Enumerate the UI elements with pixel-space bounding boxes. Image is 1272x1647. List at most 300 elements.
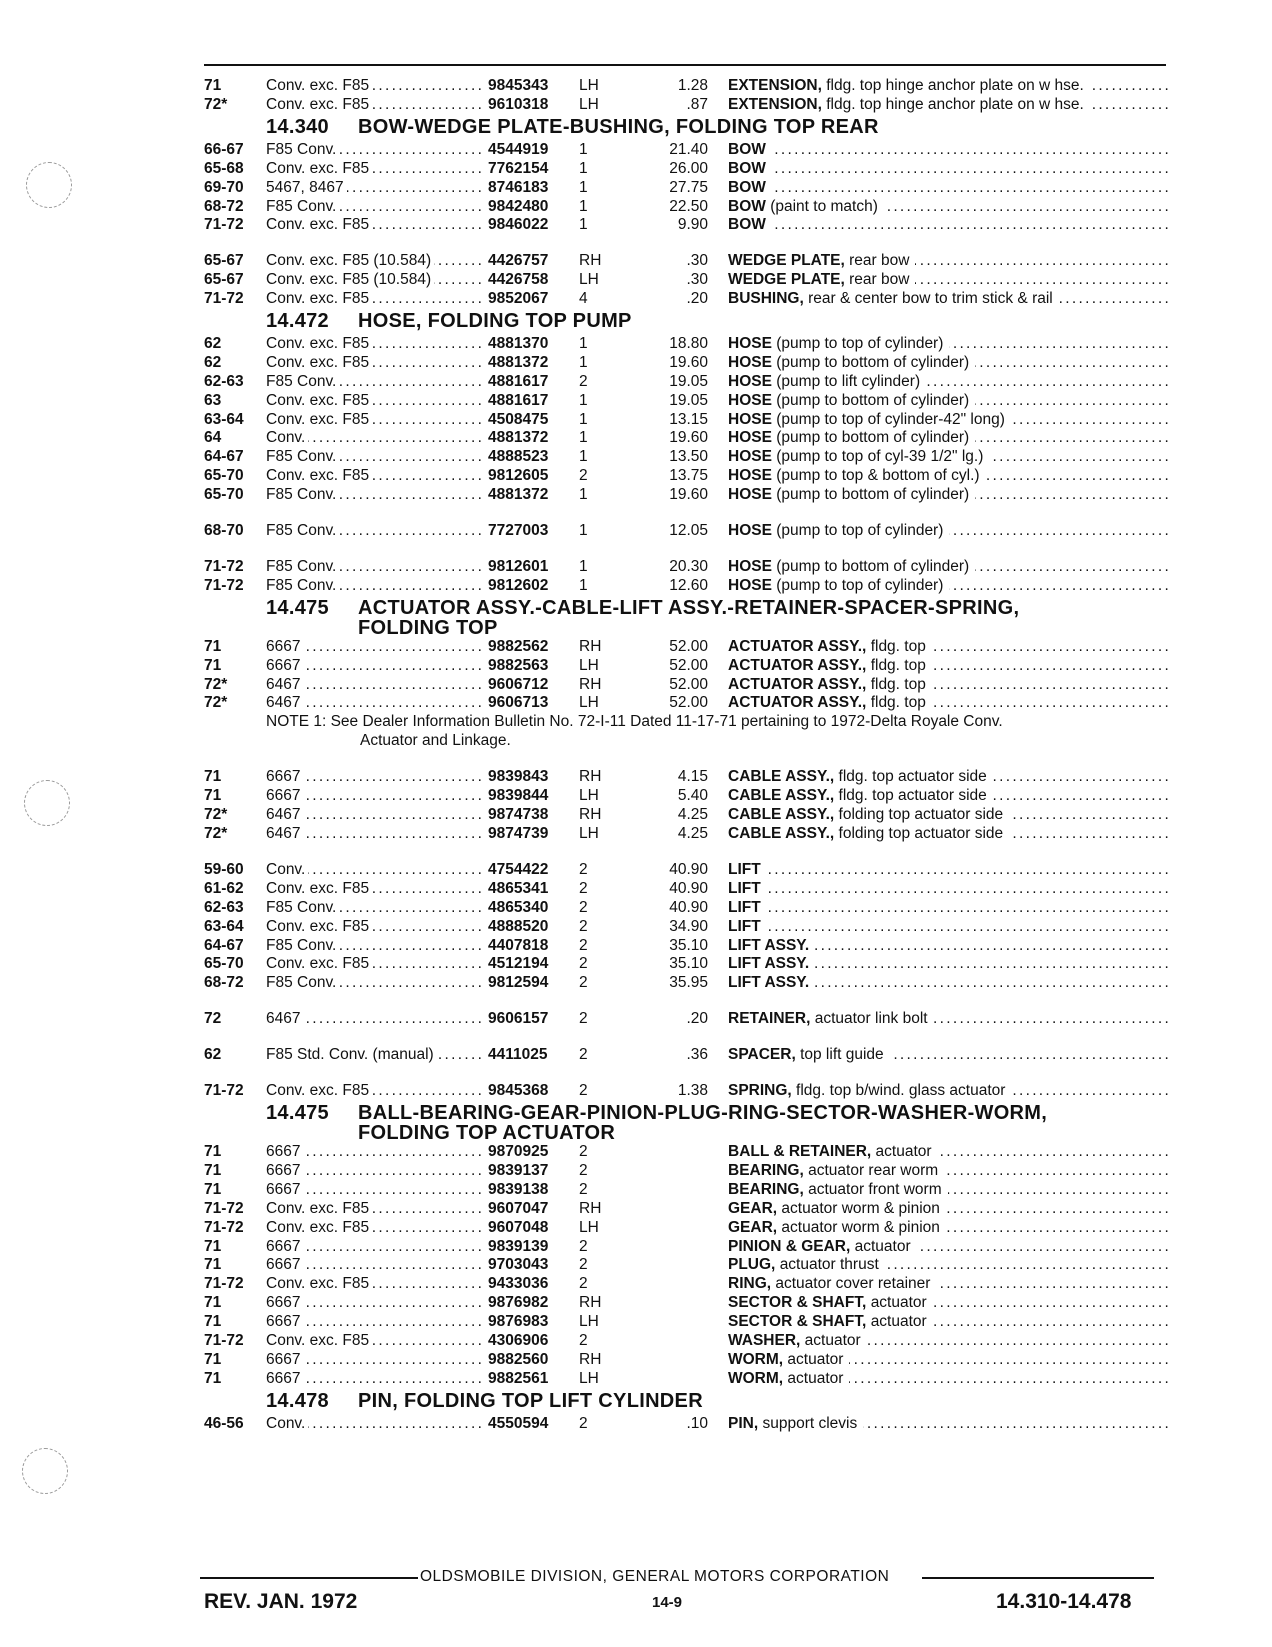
part-detail: top lift guide: [800, 1046, 887, 1063]
description-text: [728, 694, 932, 711]
description-text: [728, 467, 986, 484]
model-cell: [266, 289, 484, 309]
description-text: [728, 522, 949, 539]
model-cell: [266, 656, 484, 676]
model-text: 6667: [266, 1370, 303, 1387]
section-heading: [266, 598, 1019, 638]
part-detail: [809, 955, 812, 972]
note-line-1: NOTE 1: See Dealer Information Bulletin No. 72-I-11 Dated 11-17-71 pertaining to 1972-Delta Royale Conv.: [266, 713, 1003, 730]
part-row: [204, 786, 1168, 806]
top-rule: [204, 64, 1166, 66]
model-text: F85 Conv.: [266, 522, 339, 539]
quantity: 1: [579, 179, 588, 196]
model-cell: [266, 428, 484, 448]
quantity: RH: [579, 638, 602, 655]
part-name: CABLE ASSY.,: [728, 825, 835, 842]
description: [728, 447, 1168, 467]
model-year: 64-67: [204, 937, 244, 954]
model-cell: [266, 197, 484, 217]
price: 18.80: [669, 335, 708, 352]
part-detail: (pump to top of cylinder): [776, 577, 946, 594]
part-detail: fldg. top: [871, 657, 929, 674]
description-text: [728, 1181, 948, 1198]
part-name: HOSE: [728, 335, 772, 352]
model-text: 6667: [266, 1238, 303, 1255]
price: 35.10: [669, 955, 708, 972]
part-name: LIFT: [728, 918, 761, 935]
model-cell: [266, 557, 484, 577]
part-name: HOSE: [728, 373, 772, 390]
description: [728, 1081, 1168, 1101]
description-text: [728, 1010, 934, 1027]
part-name: LIFT ASSY.: [728, 937, 810, 954]
price: 35.10: [669, 937, 708, 954]
part-detail: fldg. top b/wind. glass actuator: [796, 1082, 1008, 1099]
model-cell: [266, 576, 484, 596]
part-number: 9812605: [488, 467, 549, 484]
model-text: 6667: [266, 638, 303, 655]
description: [728, 1045, 1168, 1065]
description: [728, 466, 1168, 486]
part-detail: actuator worm & pinion: [781, 1200, 943, 1217]
model-text: F85 Conv.: [266, 558, 339, 575]
model-cell: [266, 1161, 484, 1181]
model-year: 71-72: [204, 1082, 244, 1099]
part-row: [204, 693, 1168, 713]
model-text: Conv. exc. F85: [266, 354, 372, 371]
bulletin-note: [266, 712, 1003, 750]
part-name: ACTUATOR ASSY.,: [728, 676, 867, 693]
quantity: RH: [579, 1200, 602, 1217]
description: [728, 372, 1168, 392]
part-name: LIFT ASSY.: [728, 974, 810, 991]
model-text: Conv.: [266, 1415, 308, 1432]
footer-rule-right: [922, 1577, 1154, 1579]
part-row: [204, 76, 1168, 96]
description-text: [728, 1200, 946, 1217]
model-cell: [266, 1331, 484, 1351]
section-number: 14.472: [266, 310, 329, 332]
part-detail: fldg. top: [871, 676, 929, 693]
model-cell: [266, 1142, 484, 1162]
model-text: F85 Std. Conv. (manual): [266, 1046, 437, 1063]
part-name: WORM,: [728, 1370, 784, 1387]
price: .87: [686, 96, 708, 113]
part-row: [204, 428, 1168, 448]
part-name: SPACER,: [728, 1046, 796, 1063]
description: [728, 1009, 1168, 1029]
model-text: F85 Conv.: [266, 899, 339, 916]
part-row: [204, 767, 1168, 787]
model-year: 71-72: [204, 577, 244, 594]
model-cell: [266, 353, 484, 373]
part-name: HOSE: [728, 354, 772, 371]
model-cell: [266, 973, 484, 993]
model-year: 68-72: [204, 198, 244, 215]
part-row: [204, 1180, 1168, 1200]
description-text: [728, 429, 975, 446]
price: 9.90: [677, 216, 708, 233]
description-text: [728, 1275, 936, 1292]
part-row: [204, 447, 1168, 467]
part-number: 9606712: [488, 676, 549, 693]
description-text: [728, 392, 975, 409]
model-year: 63-64: [204, 918, 244, 935]
description-text: [728, 558, 975, 575]
part-detail: actuator worm & pinion: [781, 1219, 943, 1236]
model-cell: [266, 898, 484, 918]
part-number: 9607047: [488, 1200, 549, 1217]
model-text: F85 Conv.: [266, 486, 339, 503]
description: [728, 1161, 1168, 1181]
part-name: HOSE: [728, 429, 772, 446]
model-text: Conv. exc. F85: [266, 1275, 372, 1292]
part-name: BUSHING,: [728, 290, 804, 307]
model-year: 71-72: [204, 1275, 244, 1292]
section-number: 14.340: [266, 116, 329, 138]
model-cell: [266, 1312, 484, 1332]
model-cell: [266, 485, 484, 505]
model-cell: [266, 95, 484, 115]
description: [728, 334, 1168, 354]
section-heading: [266, 311, 632, 331]
model-text: Conv. exc. F85: [266, 392, 372, 409]
model-cell: [266, 1218, 484, 1238]
model-year: 68-70: [204, 522, 244, 539]
part-row: [204, 485, 1168, 505]
model-cell: [266, 215, 484, 235]
quantity: 1: [579, 448, 588, 465]
model-text: Conv. exc. F85: [266, 411, 372, 428]
quantity: 2: [579, 1046, 588, 1063]
part-row: [204, 1218, 1168, 1238]
part-detail: fldg. top: [871, 638, 929, 655]
description-text: [728, 252, 915, 269]
part-detail: fldg. top hinge anchor plate on w hse.: [826, 77, 1087, 94]
description-text: [728, 373, 926, 390]
part-number: 9839138: [488, 1181, 549, 1198]
description: [728, 824, 1168, 844]
part-row: [204, 215, 1168, 235]
section-title-line2: FOLDING TOP: [358, 617, 498, 639]
section-heading: [266, 117, 879, 137]
model-text: Conv. exc. F85 (10.584): [266, 271, 434, 288]
price: .30: [686, 271, 708, 288]
price: 19.05: [669, 392, 708, 409]
section-title: BALL-BEARING-GEAR-PINION-PLUG-RING-SECTOR-WASHER-WORM,: [358, 1102, 1048, 1124]
part-detail: [761, 899, 764, 916]
model-year: 64: [204, 429, 222, 446]
description-text: [728, 411, 1011, 428]
model-year: 71: [204, 1162, 222, 1179]
quantity: 2: [579, 1256, 588, 1273]
quantity: LH: [579, 787, 599, 804]
model-year: 65-68: [204, 160, 244, 177]
model-text: Conv.: [266, 861, 308, 878]
description-text: [728, 1415, 863, 1432]
model-year: 59-60: [204, 861, 244, 878]
part-row: [204, 637, 1168, 657]
description-text: [728, 787, 993, 804]
part-row: [204, 372, 1168, 392]
model-cell: [266, 824, 484, 844]
price: 34.90: [669, 918, 708, 935]
model-year: 71-72: [204, 1200, 244, 1217]
binder-hole-3: [22, 1448, 68, 1494]
part-detail: (pump to bottom of cylinder): [776, 354, 972, 371]
description-text: [728, 77, 1090, 94]
part-detail: actuator: [871, 1313, 930, 1330]
price: 27.75: [669, 179, 708, 196]
model-cell: [266, 391, 484, 411]
quantity: 2: [579, 974, 588, 991]
description-text: [728, 354, 975, 371]
model-text: 6467: [266, 806, 303, 823]
model-text: 6667: [266, 1313, 303, 1330]
model-text: F85 Conv.: [266, 448, 339, 465]
part-detail: fldg. top hinge anchor plate on w hse.: [826, 96, 1087, 113]
model-year: 46-56: [204, 1415, 244, 1432]
quantity: 2: [579, 1238, 588, 1255]
part-number: 9874739: [488, 825, 549, 842]
section-heading: [266, 1391, 703, 1411]
part-number: 4512194: [488, 955, 549, 972]
note-line-2: Actuator and Linkage.: [360, 732, 511, 749]
part-name: ACTUATOR ASSY.,: [728, 638, 867, 655]
part-name: RETAINER,: [728, 1010, 811, 1027]
quantity: 2: [579, 937, 588, 954]
model-year: 72*: [204, 825, 228, 842]
part-number: 9876982: [488, 1294, 549, 1311]
quantity: 1: [579, 354, 588, 371]
part-row: [204, 178, 1168, 198]
quantity: LH: [579, 96, 599, 113]
quantity: 1: [579, 160, 588, 177]
model-cell: [266, 767, 484, 787]
part-name: CABLE ASSY.,: [728, 787, 835, 804]
section-title: ACTUATOR ASSY.-CABLE-LIFT ASSY.-RETAINER-SPACER-SPRING,: [358, 597, 1020, 619]
part-number: 9852067: [488, 290, 549, 307]
part-name: GEAR,: [728, 1200, 778, 1217]
part-row: [204, 824, 1168, 844]
part-number: 4426757: [488, 252, 549, 269]
quantity: 4: [579, 290, 588, 307]
part-row: [204, 936, 1168, 956]
quantity: RH: [579, 806, 602, 823]
part-number: 4550594: [488, 1415, 549, 1432]
part-name: HOSE: [728, 577, 772, 594]
model-text: Conv. exc. F85: [266, 1332, 372, 1349]
part-name: HOSE: [728, 411, 772, 428]
part-name: WORM,: [728, 1351, 784, 1368]
part-row: [204, 1350, 1168, 1370]
part-name: ACTUATOR ASSY.,: [728, 657, 867, 674]
model-text: F85 Conv.: [266, 141, 339, 158]
part-detail: (paint to match): [770, 198, 881, 215]
model-text: 6667: [266, 1162, 303, 1179]
part-name: HOSE: [728, 392, 772, 409]
part-detail: [766, 141, 769, 158]
part-number: 8746183: [488, 179, 549, 196]
part-number: 4544919: [488, 141, 549, 158]
model-year: 64-67: [204, 448, 244, 465]
model-text: Conv. exc. F85: [266, 880, 372, 897]
model-cell: [266, 1274, 484, 1294]
description-text: [728, 1238, 917, 1255]
part-number: 9876983: [488, 1313, 549, 1330]
part-detail: folding top actuator side: [839, 825, 1007, 842]
quantity: LH: [579, 1219, 599, 1236]
part-name: SECTOR & SHAFT,: [728, 1294, 867, 1311]
description: [728, 485, 1168, 505]
description-text: [728, 1294, 933, 1311]
price: 40.90: [669, 880, 708, 897]
description-text: [728, 1256, 885, 1273]
description-text: [728, 96, 1090, 113]
part-number: 9606713: [488, 694, 549, 711]
part-row: [204, 1045, 1168, 1065]
part-row: [204, 973, 1168, 993]
model-cell: [266, 521, 484, 541]
part-number: 9812601: [488, 558, 549, 575]
description: [728, 693, 1168, 713]
model-cell: [266, 1369, 484, 1389]
part-row: [204, 466, 1168, 486]
model-text: 6667: [266, 787, 303, 804]
description: [728, 178, 1168, 198]
description: [728, 353, 1168, 373]
description-text: [728, 1332, 867, 1349]
model-year: 71: [204, 1351, 222, 1368]
description-text: [728, 1046, 890, 1063]
part-row: [204, 1009, 1168, 1029]
part-detail: actuator thrust: [780, 1256, 882, 1273]
description: [728, 289, 1168, 309]
description-text: [728, 141, 772, 158]
model-year: 69-70: [204, 179, 244, 196]
part-row: [204, 95, 1168, 115]
part-row: [204, 675, 1168, 695]
part-number: 7762154: [488, 160, 549, 177]
model-cell: [266, 251, 484, 271]
price: 22.50: [669, 198, 708, 215]
part-number: 4881617: [488, 373, 549, 390]
part-number: 4881372: [488, 486, 549, 503]
footer-revision: REV. JAN. 1972: [204, 1590, 358, 1613]
model-cell: [266, 693, 484, 713]
part-detail: fldg. top actuator side: [839, 787, 990, 804]
part-detail: [761, 918, 764, 935]
part-name: SPRING,: [728, 1082, 792, 1099]
model-text: Conv. exc. F85: [266, 918, 372, 935]
section-number: 14.475: [266, 1102, 329, 1124]
part-name: EXTENSION,: [728, 96, 822, 113]
part-row: [204, 879, 1168, 899]
description: [728, 879, 1168, 899]
price: 19.60: [669, 486, 708, 503]
part-name: PIN,: [728, 1415, 759, 1432]
model-cell: [266, 140, 484, 160]
model-text: 6667: [266, 1351, 303, 1368]
part-detail: [761, 880, 764, 897]
description-text: [728, 1370, 849, 1387]
part-name: LIFT: [728, 861, 761, 878]
part-name: WASHER,: [728, 1332, 801, 1349]
description: [728, 76, 1168, 96]
model-cell: [266, 447, 484, 467]
part-number: 4411025: [488, 1046, 548, 1063]
part-name: LIFT ASSY.: [728, 955, 810, 972]
model-text: Conv. exc. F85: [266, 77, 372, 94]
model-cell: [266, 1237, 484, 1257]
description-text: [728, 1313, 933, 1330]
part-row: [204, 521, 1168, 541]
part-number: 4407818: [488, 937, 549, 954]
description-text: [728, 955, 815, 972]
part-number: 9839137: [488, 1162, 549, 1179]
part-number: 9606157: [488, 1010, 549, 1027]
part-row: [204, 576, 1168, 596]
part-detail: support clevis: [762, 1415, 860, 1432]
quantity: 1: [579, 411, 588, 428]
description-text: [728, 638, 932, 655]
model-text: Conv. exc. F85: [266, 96, 372, 113]
part-number: 4426758: [488, 271, 549, 288]
description: [728, 917, 1168, 937]
model-year: 71: [204, 768, 222, 785]
part-number: 9882561: [488, 1370, 549, 1387]
part-number: 9812594: [488, 974, 549, 991]
model-text: 6467: [266, 676, 303, 693]
quantity: 1: [579, 216, 588, 233]
price: 4.15: [677, 768, 708, 785]
quantity: 2: [579, 1332, 588, 1349]
description-text: [728, 216, 772, 233]
description: [728, 576, 1168, 596]
part-number: 9610318: [488, 96, 549, 113]
quantity: LH: [579, 657, 599, 674]
quantity: RH: [579, 252, 602, 269]
model-cell: [266, 1293, 484, 1313]
description-text: [728, 179, 772, 196]
part-number: 4881372: [488, 354, 549, 371]
model-text: F85 Conv.: [266, 198, 339, 215]
part-row: [204, 954, 1168, 974]
quantity: LH: [579, 825, 599, 842]
model-year: 65-70: [204, 486, 244, 503]
description: [728, 767, 1168, 787]
quantity: 1: [579, 486, 588, 503]
part-detail: (pump to top of cylinder): [776, 522, 946, 539]
description: [728, 1180, 1168, 1200]
part-number: 9845343: [488, 77, 549, 94]
part-name: HOSE: [728, 558, 772, 575]
model-year: 65-67: [204, 252, 244, 269]
part-row: [204, 140, 1168, 160]
model-year: 71: [204, 1181, 222, 1198]
part-row: [204, 805, 1168, 825]
model-year: 62-63: [204, 899, 244, 916]
description-text: [728, 937, 815, 954]
part-row: [204, 1369, 1168, 1389]
part-row: [204, 1142, 1168, 1162]
price: 13.75: [669, 467, 708, 484]
part-row: [204, 1199, 1168, 1219]
price: .20: [686, 290, 708, 307]
description-text: [728, 806, 1009, 823]
part-name: BOW: [728, 179, 766, 196]
quantity: RH: [579, 1351, 602, 1368]
